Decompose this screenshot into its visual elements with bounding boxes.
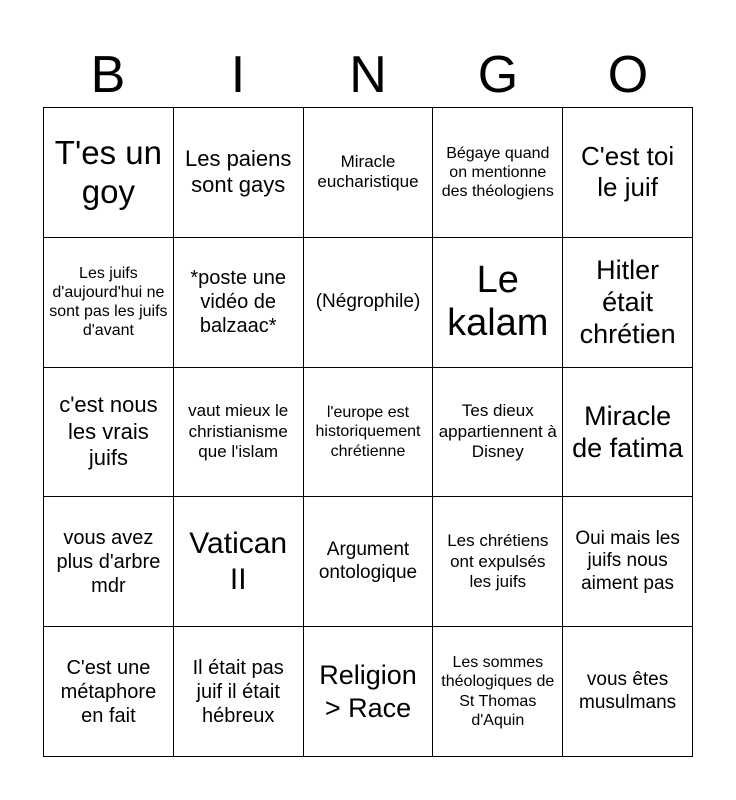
bingo-cell[interactable]: C'est une métaphore en fait xyxy=(44,627,174,757)
header-letter-n: N xyxy=(349,46,387,104)
bingo-cell[interactable]: vous avez plus d'arbre mdr xyxy=(44,497,174,627)
bingo-cell[interactable]: Les juifs d'aujourd'hui ne sont pas les juifs d'avant xyxy=(44,238,174,368)
bingo-cell[interactable]: T'es un goy xyxy=(44,108,174,238)
bingo-cell[interactable]: Il était pas juif il était hébreux xyxy=(174,627,304,757)
header-letter-o: O xyxy=(607,46,649,104)
bingo-cell[interactable]: vaut mieux le christianisme que l'islam xyxy=(174,368,304,498)
bingo-cell[interactable]: Les sommes théologiques de St Thomas d'Aquin xyxy=(433,627,563,757)
bingo-grid xyxy=(43,107,693,757)
bingo-cell[interactable]: Miracle eucharistique xyxy=(304,108,434,238)
header-letter-i: I xyxy=(230,46,246,104)
header-letter-g: G xyxy=(477,46,519,104)
bingo-cell[interactable]: Argument ontologique xyxy=(304,497,434,627)
bingo-cell[interactable]: Tes dieux appartiennent à Disney xyxy=(433,368,563,498)
bingo-cell[interactable]: Bégaye quand on mentionne des théologiens xyxy=(433,108,563,238)
bingo-cell[interactable]: *poste une vidéo de balzaac* xyxy=(174,238,304,368)
bingo-cell[interactable]: Les chrétiens ont expulsés les juifs xyxy=(433,497,563,627)
bingo-cell[interactable]: c'est nous les vrais juifs xyxy=(44,368,174,498)
bingo-cell[interactable]: Miracle de fatima xyxy=(563,368,693,498)
bingo-cell[interactable]: Les paiens sont gays xyxy=(174,108,304,238)
header-letter-b: B xyxy=(90,46,126,104)
bingo-cell[interactable]: l'europe est historiquement chrétienne xyxy=(304,368,434,498)
bingo-cell[interactable]: C'est toi le juif xyxy=(563,108,693,238)
bingo-cell[interactable]: Le kalam xyxy=(433,238,563,368)
bingo-cell[interactable]: Vatican II xyxy=(174,497,304,627)
bingo-cell[interactable]: vous êtes musulmans xyxy=(563,627,693,757)
bingo-header xyxy=(43,44,693,106)
bingo-cell[interactable]: (Négrophile) xyxy=(304,238,434,368)
bingo-cell[interactable]: Hitler était chrétien xyxy=(563,238,693,368)
bingo-cell[interactable]: Oui mais les juifs nous aiment pas xyxy=(563,497,693,627)
bingo-cell[interactable]: Religion > Race xyxy=(304,627,434,757)
